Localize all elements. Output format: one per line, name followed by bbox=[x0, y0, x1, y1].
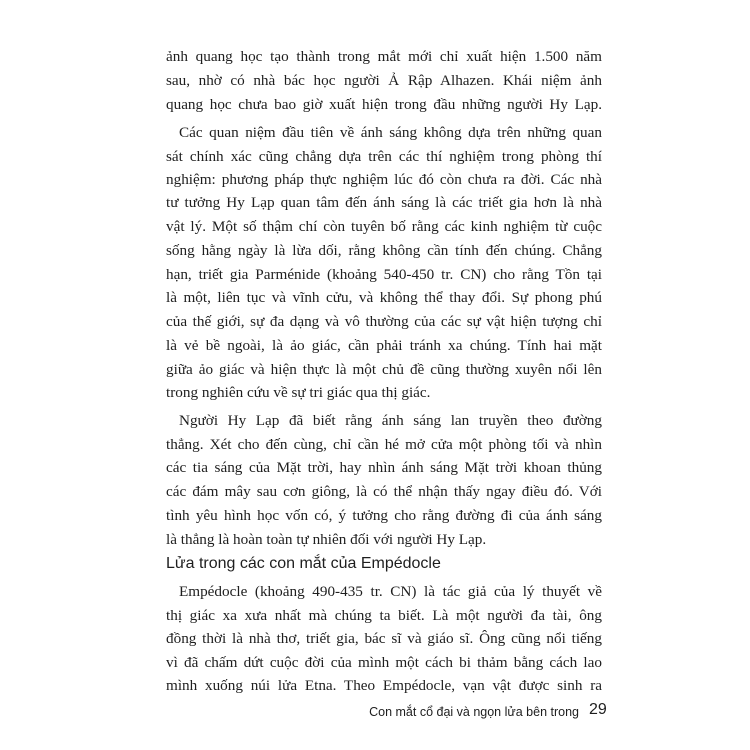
text-line: là thẳng là hoàn toàn tự nhiên đối với người Hy Lạp. bbox=[166, 531, 487, 548]
text-line: sau, nhờ có nhà bác học người Ả Rập Alhazen. Khái niệm ảnh bbox=[166, 72, 602, 89]
text-line: hạn, triết gia Parménide (khoảng 540-450 tr. CN) cho rằng Tồn tại bbox=[166, 266, 602, 283]
text-line: giữa ảo giác và hiện thực là một chủ đề cũng thường xuyên nổi lên bbox=[166, 361, 602, 378]
section-heading: Lửa trong các con mắt của Empédocle bbox=[166, 555, 441, 572]
text-line: vì đã chấm dứt cuộc đời của mình một cách bi thảm bằng cách lao bbox=[166, 654, 602, 671]
text-line: mình xuống núi lửa Etna. Theo Empédocle, vạn vật được sinh ra bbox=[166, 677, 602, 694]
text-line: nghiệm: phương pháp thực nghiệm lúc đó còn chưa ra đời. Các nhà bbox=[166, 171, 602, 188]
text-line: tư tưởng Hy Lạp quan tâm đến ánh sáng là các triết gia hơn là nhà bbox=[166, 194, 602, 211]
text-line: sát chính xác cũng chẳng dựa trên các thí nghiệm trong phòng thí bbox=[166, 148, 602, 165]
text-line: quang học chưa bao giờ xuất hiện trong đầu những người Hy Lạp. bbox=[166, 96, 602, 113]
running-title: Con mắt cổ đại và ngọn lửa bên trong bbox=[369, 705, 579, 719]
text-line: các đám mây sau cơn giông, là có thể nhận thấy ngay điều đó. Với bbox=[166, 483, 602, 500]
text-line: vật lý. Một số thậm chí còn tuyên bố rằng các kinh nghiệm từ cuộc bbox=[166, 218, 602, 235]
text-line: trong nghiên cứu về sự tri giác qua thị giác. bbox=[166, 384, 431, 401]
text-line: của thế giới, sự đa dạng và vô thường của các sự vật hiện tượng chỉ bbox=[166, 313, 602, 330]
page-number: 29 bbox=[589, 701, 607, 718]
text-line: các tia sáng của Mặt trời, hay nhìn ánh sáng Mặt trời khoan thủng bbox=[166, 459, 602, 476]
text-line: là vẻ bề ngoài, là ảo giác, cần phải tránh xa chúng. Tính hai mặt bbox=[166, 337, 602, 354]
text-line: tình yêu hình học vốn có, ý tưởng cho rằng đường đi của ánh sáng bbox=[166, 507, 602, 524]
text-line: là một, liên tục và vĩnh cửu, và không thể thay đổi. Sự phong phú bbox=[166, 289, 602, 306]
text-line: Các quan niệm đầu tiên về ánh sáng không dựa trên những quan bbox=[179, 124, 602, 141]
text-line: đồng thời là nhà thơ, triết gia, bác sĩ và giáo sĩ. Ông cũng nổi tiếng bbox=[166, 630, 602, 647]
text-line: thẳng. Xét cho đến cùng, chỉ cần hé mở cửa một phòng tối và nhìn bbox=[166, 436, 602, 453]
text-line: thị giác xa xưa nhất mà chúng ta biết. Là một người đa tài, ông bbox=[166, 607, 602, 624]
text-line: Empédocle (khoảng 490-435 tr. CN) là tác giả của lý thuyết về bbox=[179, 583, 602, 600]
text-line: Người Hy Lạp đã biết rằng ánh sáng lan truyền theo đường bbox=[179, 412, 602, 429]
text-line: ảnh quang học tạo thành trong mắt mới chỉ xuất hiện 1.500 năm bbox=[166, 48, 602, 65]
text-line: sống hằng ngày là lừa dối, rằng không cần tính đến chúng. Chẳng bbox=[166, 242, 602, 259]
